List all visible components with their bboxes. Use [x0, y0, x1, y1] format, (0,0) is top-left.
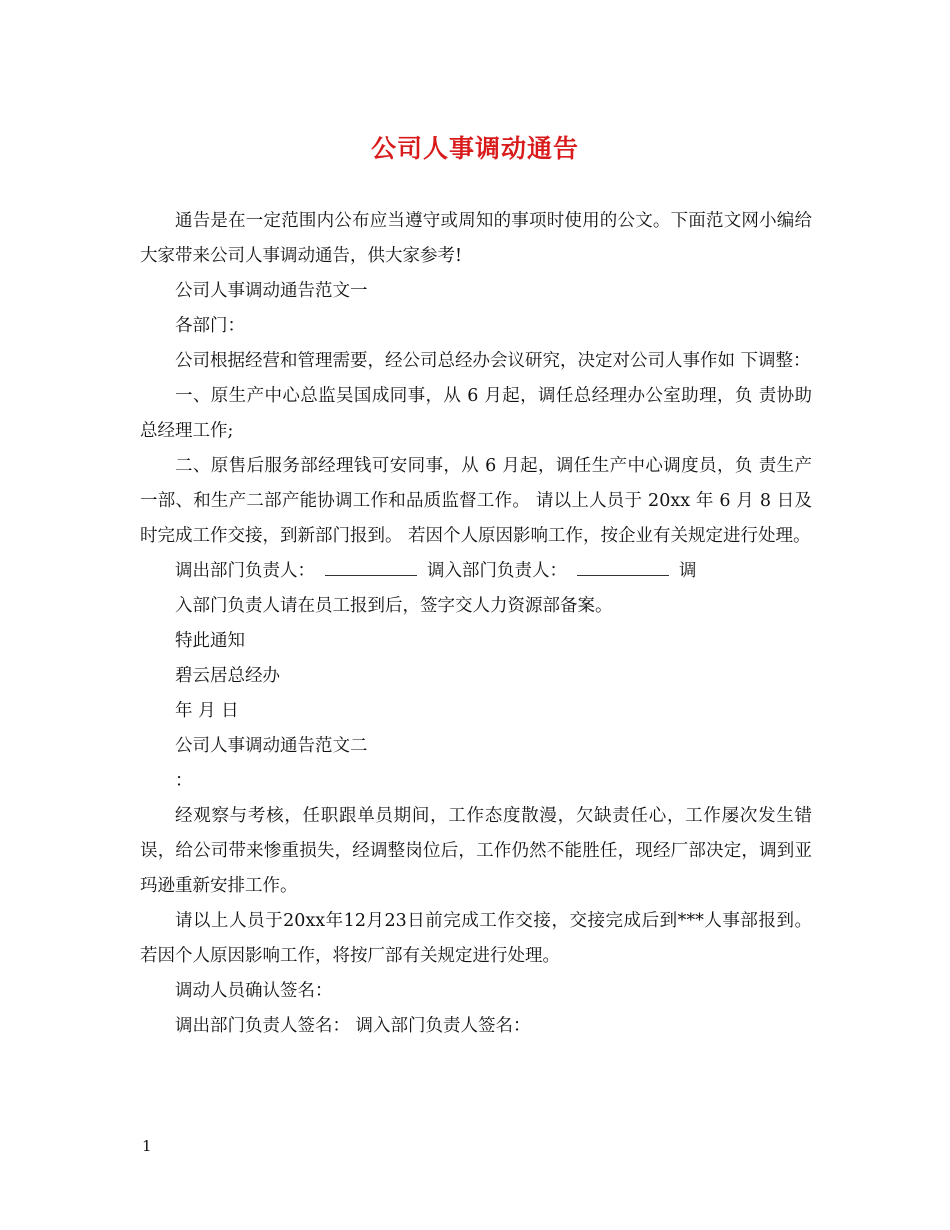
filing-instruction: 入部门负责人请在员工报到后，签字交人力资源部备案。 [175, 596, 613, 616]
confirmation-signature: 调动人员确认签名： [175, 981, 333, 1001]
salutation: 各部门： [175, 316, 245, 336]
in-dept-label: 调入部门负责人： [427, 561, 567, 581]
evaluation-paragraph: 经观察与考核，任职跟单员期间，工作态度散漫，欠缺责任心，工作屡次发生错误，给公司带来惨重损失，经调整岗位后，工作仍然不能胜任，现经厂部决定，调到亚玛逊重新安排工作。 [140, 806, 812, 896]
decision-paragraph: 公司根据经营和管理需要，经公司总经办会议研究，决定对公司人事作如 下调整： [175, 351, 811, 371]
item-two-paragraph: 二、原售后服务部经理钱可安同事，从 6 月起，调任生产中心调度员，负 责生产一部、和生产二部产能协调工作和品质监督工作。 请以上人员于 20xx 年 6 月 8 日及时完成工作交接，到新部门报到。 若因个人原因影响工作，按企业有关规定进行处理。 [140, 456, 812, 546]
document-body [140, 204, 812, 1044]
date-line: 年 月 日 [175, 701, 239, 721]
issuer-name: 碧云居总经办 [175, 666, 280, 686]
dept-signatures: 调出部门负责人签名： 调入部门负责人签名： [175, 1016, 531, 1036]
closing-notice: 特此通知 [175, 631, 245, 651]
handover-paragraph: 请以上人员于20xx年12月23日前完成工作交接，交接完成后到***人事部报到。 若因个人原因影响工作，将按厂部有关规定进行处理。 [140, 911, 812, 966]
salutation-two: ： [175, 771, 193, 791]
page-number: 1 [142, 1137, 152, 1155]
signature-line-tail: 调 [679, 561, 697, 581]
sample-one-heading: 公司人事调动通告范文一 [175, 281, 368, 301]
intro-paragraph: 通告是在一定范围内公布应当遵守或周知的事项时使用的公文。下面范文网小编给大家带来公司人事调动通告，供大家参考! [140, 211, 812, 266]
signature-line [140, 554, 812, 589]
out-dept-label: 调出部门负责人： [175, 561, 315, 581]
signature-blank-out [325, 557, 417, 576]
sample-two-heading: 公司人事调动通告范文二 [175, 736, 368, 756]
signature-blank-in [577, 557, 669, 576]
document-title: 公司人事调动通告 [370, 134, 579, 163]
item-one-paragraph: 一、原生产中心总监吴国成同事，从 6 月起，调任总经理办公室助理，负 责协助总经理工作; [140, 386, 812, 441]
